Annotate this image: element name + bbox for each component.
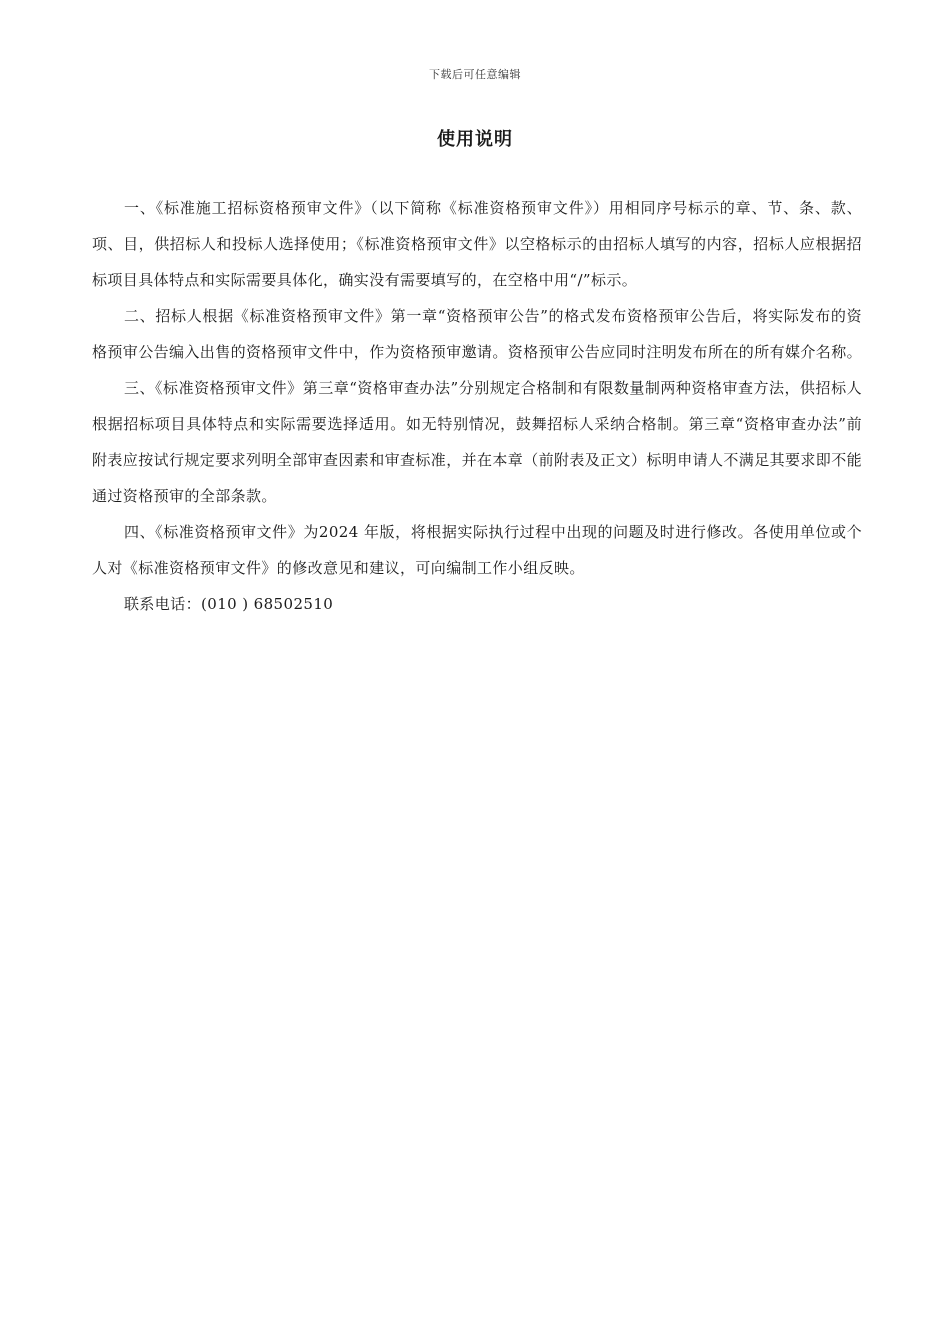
page-title: 使用说明 (437, 129, 513, 150)
instructions-body (92, 190, 862, 622)
paragraph-2: 二、招标人根据《标准资格预审文件》第一章“资格预审公告”的格式发布资格预审公告后，将实际发布的资格预审公告编入出售的资格预审文件中，作为资格预审邀请。资格预审公告应同时注明发布所在的所有媒介名称。 (92, 307, 863, 361)
header-note: 下载后可任意编辑 (429, 68, 521, 81)
paragraph-1: 一、《标准施工招标资格预审文件》（以下简称《标准资格预审文件》）用相同序号标示的章、节、条、款、项、目，供招标人和投标人选择使用；《标准资格预审文件》以空格标示的由招标人填写的内容，招标人应根据招标项目具体特点和实际需要具体化，确实没有需要填写的，在空格中用“/”标示。 (92, 199, 862, 289)
paragraph-3: 三、《标准资格预审文件》第三章“资格审查办法”分别规定合格制和有限数量制两种资格审查方法，供招标人根据招标项目具体特点和实际需要选择适用。如无特别情况，鼓舞招标人采纳合格制。第三章“资格审查办法”前附表应按试行规定要求列明全部审查因素和审查标准，并在本章（前附表及正文）标明申请人不满足其要求即不能通过资格预审的全部条款。 (92, 379, 863, 505)
paragraph-4: 四、《标准资格预审文件》为2024 年版，将根据实际执行过程中出现的问题及时进行修改。各使用单位或个人对《标准资格预审文件》的修改意见和建议，可向编制工作小组反映。 (92, 523, 862, 577)
contact-line: 联系电话：(010 ) 68502510 (124, 595, 334, 613)
